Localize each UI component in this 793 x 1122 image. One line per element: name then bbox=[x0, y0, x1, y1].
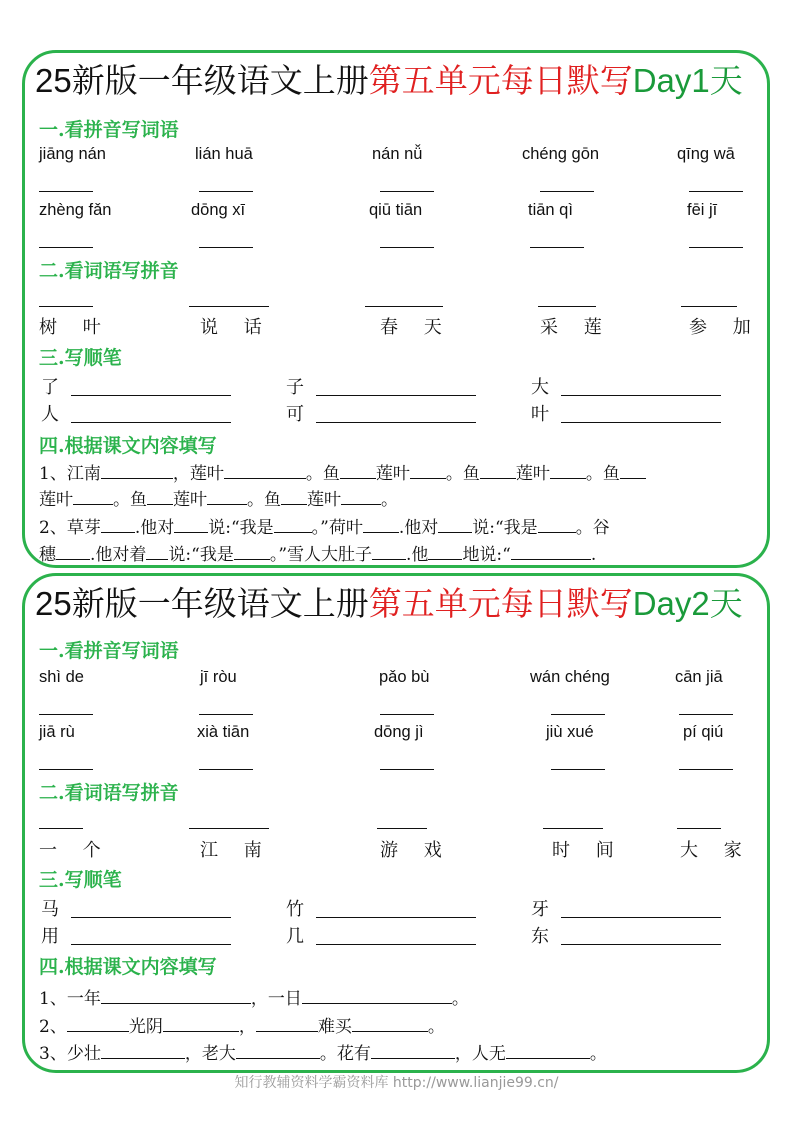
day1-word: 采 莲 bbox=[540, 317, 612, 338]
fill-blank[interactable] bbox=[256, 1015, 318, 1032]
fill-text: 说:“我是 bbox=[168, 545, 234, 565]
day1-fill-line1 bbox=[39, 459, 646, 484]
fill-blank[interactable] bbox=[101, 462, 173, 479]
day2-section1-heading: 一.看拼音写词语 bbox=[39, 640, 179, 662]
fill-text: 1、一年 bbox=[39, 989, 101, 1009]
fill-blank[interactable] bbox=[207, 488, 247, 505]
day1-pinyin: tiān qì bbox=[528, 201, 573, 219]
fill-blank[interactable] bbox=[146, 543, 168, 560]
day2-stroke-char: 用 bbox=[41, 926, 59, 947]
day1-pinyin: lián huā bbox=[195, 145, 253, 163]
stroke-line[interactable] bbox=[71, 917, 231, 918]
fill-blank[interactable] bbox=[174, 516, 208, 533]
fill-blank[interactable] bbox=[101, 516, 135, 533]
fill-text: ， bbox=[238, 1017, 256, 1037]
day1-word: 春 天 bbox=[380, 317, 452, 338]
answer-line[interactable] bbox=[39, 714, 93, 715]
fill-text: 。鱼 bbox=[113, 490, 147, 510]
day2-section3-heading: 三.写顺笔 bbox=[39, 869, 122, 891]
fill-blank[interactable] bbox=[101, 1042, 185, 1059]
stroke-line[interactable] bbox=[561, 395, 721, 396]
day2-pinyin: cān jiā bbox=[675, 668, 723, 686]
stroke-line[interactable] bbox=[316, 944, 476, 945]
day1-fill-line3 bbox=[39, 513, 610, 538]
day2-section2-heading: 二.看词语写拼音 bbox=[39, 782, 179, 804]
day2-pinyin: jī ròu bbox=[200, 668, 237, 686]
fill-text: .他对 bbox=[398, 518, 439, 538]
fill-blank[interactable] bbox=[281, 488, 307, 505]
day2-fill-line3 bbox=[39, 1039, 607, 1064]
fill-text: ，一日 bbox=[250, 989, 302, 1009]
answer-line[interactable] bbox=[39, 191, 93, 192]
fill-text: 莲叶 bbox=[173, 490, 207, 510]
day1-fill-line4 bbox=[39, 540, 596, 565]
answer-line[interactable] bbox=[39, 306, 93, 307]
day2-word: 大 家 bbox=[680, 840, 752, 861]
fill-text: .他 bbox=[406, 545, 429, 565]
day2-fill-line1 bbox=[39, 984, 469, 1009]
fill-text: 。”雪人大肚子 bbox=[269, 545, 373, 565]
answer-line[interactable] bbox=[689, 247, 743, 248]
day2-pinyin: pí qiú bbox=[683, 723, 724, 741]
answer-line[interactable] bbox=[679, 769, 733, 770]
day2-pinyin: jiā rù bbox=[39, 723, 75, 741]
fill-text: 。谷 bbox=[575, 518, 610, 538]
fill-text: 莲叶 bbox=[375, 464, 410, 484]
fill-text: 难买 bbox=[317, 1017, 352, 1037]
fill-text: 莲叶 bbox=[307, 490, 341, 510]
fill-blank[interactable] bbox=[620, 462, 646, 479]
fill-text: 。鱼 bbox=[445, 464, 480, 484]
day1-pinyin: qiū tiān bbox=[369, 201, 423, 219]
fill-blank[interactable] bbox=[511, 543, 591, 560]
fill-text: 。 bbox=[451, 989, 469, 1009]
day2-word: 江 南 bbox=[200, 840, 272, 861]
fill-text: 。鱼 bbox=[585, 464, 620, 484]
stroke-line[interactable] bbox=[316, 422, 476, 423]
answer-line[interactable] bbox=[551, 714, 605, 715]
day1-section3-heading: 三.写顺笔 bbox=[39, 347, 122, 369]
fill-blank[interactable] bbox=[101, 987, 251, 1004]
fill-text: 。鱼 bbox=[247, 490, 281, 510]
day2-pinyin: dōng jì bbox=[374, 723, 424, 741]
fill-text: .他对着 bbox=[90, 545, 147, 565]
day2-word: 时 间 bbox=[552, 840, 624, 861]
fill-blank[interactable] bbox=[480, 462, 516, 479]
fill-blank[interactable] bbox=[147, 488, 173, 505]
fill-blank[interactable] bbox=[550, 462, 586, 479]
fill-text: 2、草芽 bbox=[39, 518, 101, 538]
day1-stroke-char: 叶 bbox=[531, 404, 549, 425]
answer-line[interactable] bbox=[380, 247, 434, 248]
fill-blank[interactable] bbox=[341, 488, 381, 505]
fill-text: 。鱼 bbox=[305, 464, 340, 484]
answer-line[interactable] bbox=[681, 306, 737, 307]
fill-blank[interactable] bbox=[340, 462, 376, 479]
fill-text: 穗 bbox=[39, 545, 56, 565]
fill-blank[interactable] bbox=[352, 1015, 428, 1032]
answer-line[interactable] bbox=[199, 247, 253, 248]
fill-text: 莲叶 bbox=[39, 490, 73, 510]
day1-section4-heading: 四.根据课文内容填写 bbox=[39, 435, 217, 457]
day2-pinyin: shì de bbox=[39, 668, 84, 686]
day1-pinyin: jiāng nán bbox=[39, 145, 106, 163]
answer-line[interactable] bbox=[189, 306, 269, 307]
answer-line[interactable] bbox=[540, 191, 594, 192]
day2-pinyin: jiù xué bbox=[546, 723, 594, 741]
answer-line[interactable] bbox=[689, 191, 743, 192]
fill-text: 。 bbox=[589, 1044, 607, 1064]
fill-blank[interactable] bbox=[410, 462, 446, 479]
day1-title-main: 25新版一年级语文上册 bbox=[35, 62, 369, 99]
answer-line[interactable] bbox=[189, 828, 269, 829]
day2-stroke-char: 牙 bbox=[531, 899, 549, 920]
day1-stroke-char: 大 bbox=[531, 377, 549, 398]
fill-blank[interactable] bbox=[234, 543, 270, 560]
fill-text: . bbox=[590, 545, 597, 565]
answer-line[interactable] bbox=[365, 306, 443, 307]
fill-blank[interactable] bbox=[372, 543, 406, 560]
day2-stroke-char: 竹 bbox=[286, 899, 304, 920]
answer-line[interactable] bbox=[380, 769, 434, 770]
day1-pinyin: qīng wā bbox=[677, 145, 735, 163]
answer-line[interactable] bbox=[39, 769, 93, 770]
day2-pinyin: xià tiān bbox=[197, 723, 250, 741]
stroke-line[interactable] bbox=[71, 395, 231, 396]
day2-word: 游 戏 bbox=[380, 840, 452, 861]
day2-pinyin: wán chéng bbox=[530, 668, 610, 686]
fill-blank[interactable] bbox=[67, 1015, 129, 1032]
fill-blank[interactable] bbox=[438, 516, 472, 533]
day2-card bbox=[22, 573, 770, 1073]
stroke-line[interactable] bbox=[316, 917, 476, 918]
day1-stroke-char: 子 bbox=[286, 377, 304, 398]
answer-line[interactable] bbox=[199, 769, 253, 770]
day1-section1-heading: 一.看拼音写词语 bbox=[39, 119, 179, 141]
fill-blank[interactable] bbox=[73, 488, 113, 505]
day2-title-day: Day2天 bbox=[632, 585, 743, 622]
fill-text: 说:“我是 bbox=[208, 518, 274, 538]
day1-pinyin: dōng xī bbox=[191, 201, 246, 219]
fill-blank[interactable] bbox=[506, 1042, 590, 1059]
day1-title-unit: 第五单元每日默写 bbox=[368, 62, 633, 99]
day2-word: 一 个 bbox=[39, 840, 111, 861]
answer-line[interactable] bbox=[39, 828, 83, 829]
fill-blank[interactable] bbox=[428, 543, 462, 560]
fill-blank[interactable] bbox=[163, 1015, 239, 1032]
answer-line[interactable] bbox=[199, 191, 253, 192]
answer-line[interactable] bbox=[679, 714, 733, 715]
fill-blank[interactable] bbox=[56, 543, 90, 560]
fill-text: ，老大 bbox=[184, 1044, 236, 1064]
day2-stroke-char: 马 bbox=[41, 899, 59, 920]
day2-title-main: 25新版一年级语文上册 bbox=[35, 585, 369, 622]
answer-line[interactable] bbox=[538, 306, 596, 307]
day2-pinyin: pǎo bù bbox=[379, 668, 430, 686]
day2-stroke-char: 东 bbox=[531, 926, 549, 947]
day1-pinyin: chéng gōn bbox=[522, 145, 600, 163]
fill-blank[interactable] bbox=[371, 1042, 455, 1059]
fill-blank[interactable] bbox=[363, 516, 399, 533]
fill-text: 。花有 bbox=[319, 1044, 371, 1064]
stroke-line[interactable] bbox=[561, 944, 721, 945]
fill-text: 。 bbox=[381, 490, 398, 510]
answer-line[interactable] bbox=[199, 714, 253, 715]
fill-text: ，莲叶 bbox=[172, 464, 224, 484]
fill-text: 2、 bbox=[39, 1017, 67, 1037]
stroke-line[interactable] bbox=[561, 422, 721, 423]
day1-pinyin: zhèng fǎn bbox=[39, 201, 112, 219]
day1-card bbox=[22, 50, 770, 568]
fill-blank[interactable] bbox=[302, 987, 452, 1004]
answer-line[interactable] bbox=[380, 191, 434, 192]
fill-text: 。 bbox=[427, 1017, 445, 1037]
fill-blank[interactable] bbox=[236, 1042, 320, 1059]
day1-word: 参 加 bbox=[689, 317, 761, 338]
fill-blank[interactable] bbox=[274, 516, 312, 533]
answer-line[interactable] bbox=[380, 714, 434, 715]
answer-line[interactable] bbox=[543, 828, 603, 829]
day1-pinyin: fēi jī bbox=[687, 201, 718, 219]
day1-title bbox=[35, 61, 743, 101]
answer-line[interactable] bbox=[530, 247, 584, 248]
stroke-line[interactable] bbox=[71, 422, 231, 423]
fill-text: ，人无 bbox=[454, 1044, 506, 1064]
day2-title bbox=[35, 584, 743, 624]
day1-fill-line2 bbox=[39, 485, 398, 510]
fill-text: .他对 bbox=[134, 518, 175, 538]
stroke-line[interactable] bbox=[71, 944, 231, 945]
day1-stroke-char: 可 bbox=[286, 404, 304, 425]
day1-word: 说 话 bbox=[200, 317, 272, 338]
answer-line[interactable] bbox=[39, 247, 93, 248]
answer-line[interactable] bbox=[377, 828, 427, 829]
fill-text: 光阴 bbox=[128, 1017, 163, 1037]
fill-text: 3、少壮 bbox=[39, 1044, 101, 1064]
answer-line[interactable] bbox=[551, 769, 605, 770]
day1-word: 树 叶 bbox=[39, 317, 111, 338]
fill-text: 地说:“ bbox=[462, 545, 511, 565]
answer-line[interactable] bbox=[677, 828, 721, 829]
day2-fill-line2 bbox=[39, 1012, 445, 1037]
fill-text: 1、江南 bbox=[39, 464, 101, 484]
stroke-line[interactable] bbox=[316, 395, 476, 396]
day1-stroke-char: 了 bbox=[41, 377, 59, 398]
day2-stroke-char: 几 bbox=[286, 926, 304, 947]
fill-text: 莲叶 bbox=[515, 464, 550, 484]
day1-stroke-char: 人 bbox=[41, 404, 59, 425]
fill-text: 说:“我是 bbox=[472, 518, 538, 538]
fill-text: 。”荷叶 bbox=[311, 518, 363, 538]
footer-watermark: 知行教辅资料学霸资料库 http://www.lianjie99.cn/ bbox=[234, 1075, 559, 1091]
fill-blank[interactable] bbox=[538, 516, 576, 533]
day1-pinyin: nán nǚ bbox=[372, 145, 423, 163]
day2-title-unit: 第五单元每日默写 bbox=[368, 585, 633, 622]
stroke-line[interactable] bbox=[561, 917, 721, 918]
fill-blank[interactable] bbox=[224, 462, 306, 479]
day1-title-day: Day1天 bbox=[632, 62, 743, 99]
day2-section4-heading: 四.根据课文内容填写 bbox=[39, 956, 217, 978]
day1-section2-heading: 二.看词语写拼音 bbox=[39, 260, 179, 282]
